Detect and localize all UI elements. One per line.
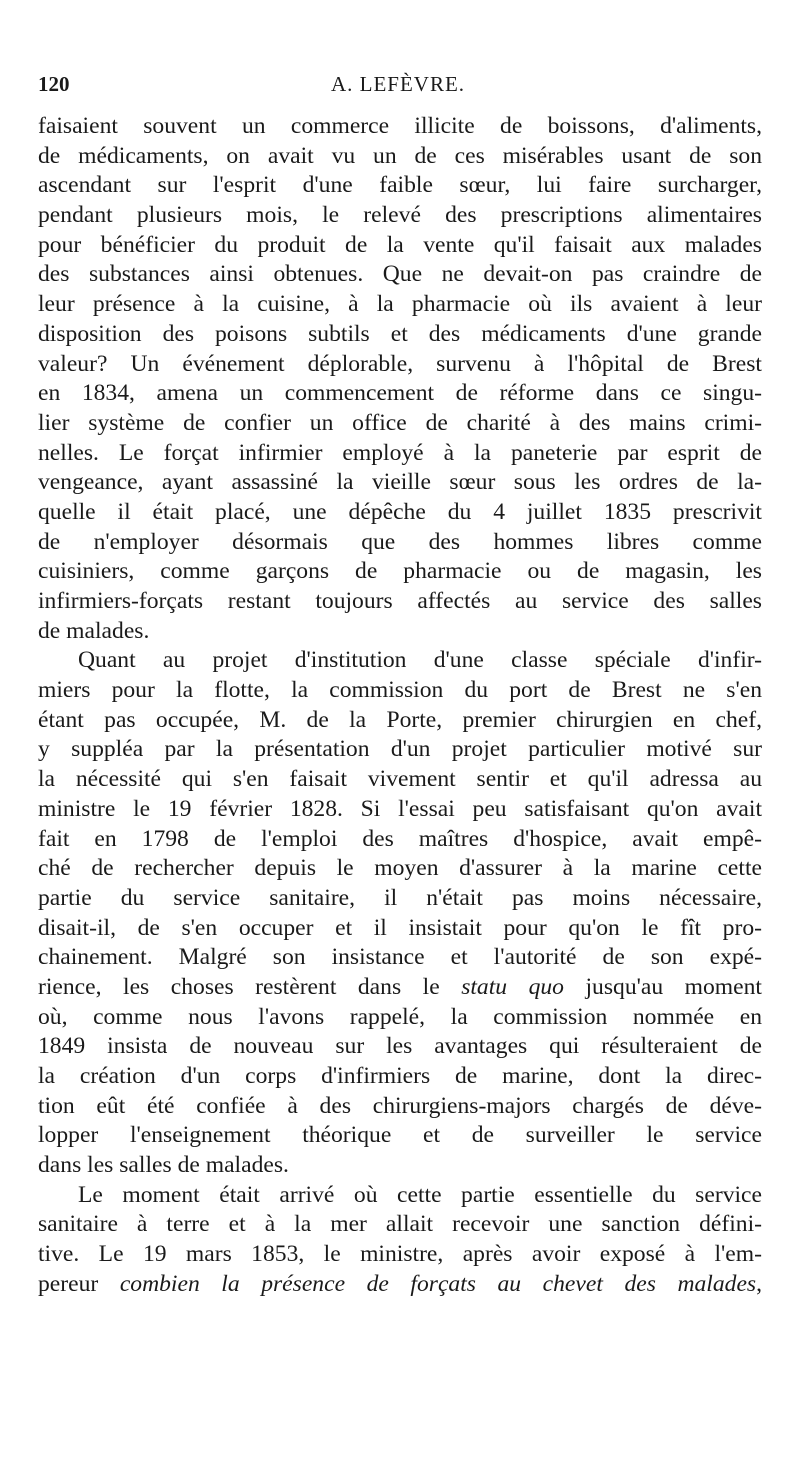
text-line: ministre le 19 février 1828. Si l'essai peu satisfaisant qu'on avait [38,795,762,822]
text-line: cuisiniers, comme garçons de pharmacie ou de magasin, les [38,558,762,585]
body-text [38,112,762,1300]
text-segment: jusqu'au moment [563,973,762,1000]
page-number: 120 [38,72,70,96]
text-line: miers pour la flotte, la commission du port de Brest ne s'en [38,677,762,704]
text-line: ascendant sur l'esprit d'une faible sœur, lui faire surcharger, [38,172,762,199]
text-line: la création d'un corps d'infirmiers de marine, dont la direc- [38,1063,762,1089]
italic-text-segment: statu quo [461,973,564,1000]
text-line [38,1270,762,1300]
text-line: pendant plusieurs mois, le relevé des prescriptions alimentaires [38,202,762,229]
text-line: tion eût été confiée à des chirurgiens-majors chargés de déve- [38,1092,762,1119]
text-line: lier système de confier un office de charité à des mains crimi- [38,409,762,436]
text-line: où, comme nous l'avons rappelé, la commission nommée en [38,1003,762,1030]
text-line: nelles. Le forçat infirmier employé à la paneterie par esprit de [38,439,762,466]
text-line: ché de rechercher depuis le moyen d'assurer à la marine cette [38,855,762,882]
text-line: de n'employer désormais que des hommes libres comme [38,528,762,555]
text-line: des substances ainsi obtenues. Que ne devait-on pas craindre de [38,261,762,288]
text-line: de médicaments, on avait vu un de ces misérables usant de son [38,142,762,169]
text-line [38,973,762,1003]
text-line: vengeance, ayant assassiné la vieille sœur sous les ordres de la- [38,469,762,496]
text-segment: rience, les choses restèrent dans le [38,973,462,1000]
text-line: faisaient souvent un commerce illicite de boissons, d'aliments, [38,113,762,139]
text-line: 1849 insista de nouveau sur les avantages qui résulteraient de [38,1033,762,1060]
text-line: la nécessité qui s'en faisait vivement sentir et qu'il adressa au [38,766,762,793]
text-line: sanitaire à terre et à la mer allait recevoir une sanction défini- [38,1211,762,1238]
text-line: quelle il était placé, une dépêche du 4 juillet 1835 prescrivit [38,498,762,525]
text-line: lopper l'enseignement théorique et de surveiller le service [38,1122,762,1149]
text-line: Le moment était arrivé où cette partie essentielle du service [78,1181,762,1208]
text-line: étant pas occupée, M. de la Porte, premier chirurgien en chef, [38,706,762,733]
text-line: partie du service sanitaire, il n'était pas moins nécessaire, [38,884,762,911]
text-segment: , [756,1270,762,1297]
running-title: A. LEFÈVRE. [330,72,466,96]
text-line: leur présence à la cuisine, à la pharmacie où ils avaient à leur [38,291,762,318]
text-line: Quant au projet d'institution d'une classe spéciale d'infir- [78,647,762,674]
page-header [38,72,758,102]
text-line: dans les salles de malades. [38,1152,289,1179]
text-line: disposition des poisons subtils et des médicaments d'une grande [38,320,762,347]
text-line: disait-il, de s'en occuper et il insistait pour qu'on le fît pro- [38,914,762,941]
text-line: tive. Le 19 mars 1853, le ministre, après avoir exposé à l'em- [38,1241,762,1268]
text-line: de malades. [38,617,150,644]
text-line: pour bénéficier du produit de la vente qu'il faisait aux malades [38,231,762,258]
text-line: en 1834, amena un commencement de réforme dans ce singu- [38,380,762,407]
text-segment: pereur [38,1270,120,1297]
text-line: y suppléa par la présentation d'un projet particulier motivé sur [38,736,762,763]
text-line: infirmiers-forçats restant toujours affectés au service des salles [38,588,762,614]
text-line: valeur? Un événement déplorable, survenu à l'hôpital de Brest [38,350,762,377]
text-line: chainement. Malgré son insistance et l'autorité de son expé- [38,944,762,971]
italic-text-segment: combien la présence de forçats au chevet des malades [119,1270,757,1297]
text-line: fait en 1798 de l'emploi des maîtres d'hospice, avait empê- [38,825,762,852]
